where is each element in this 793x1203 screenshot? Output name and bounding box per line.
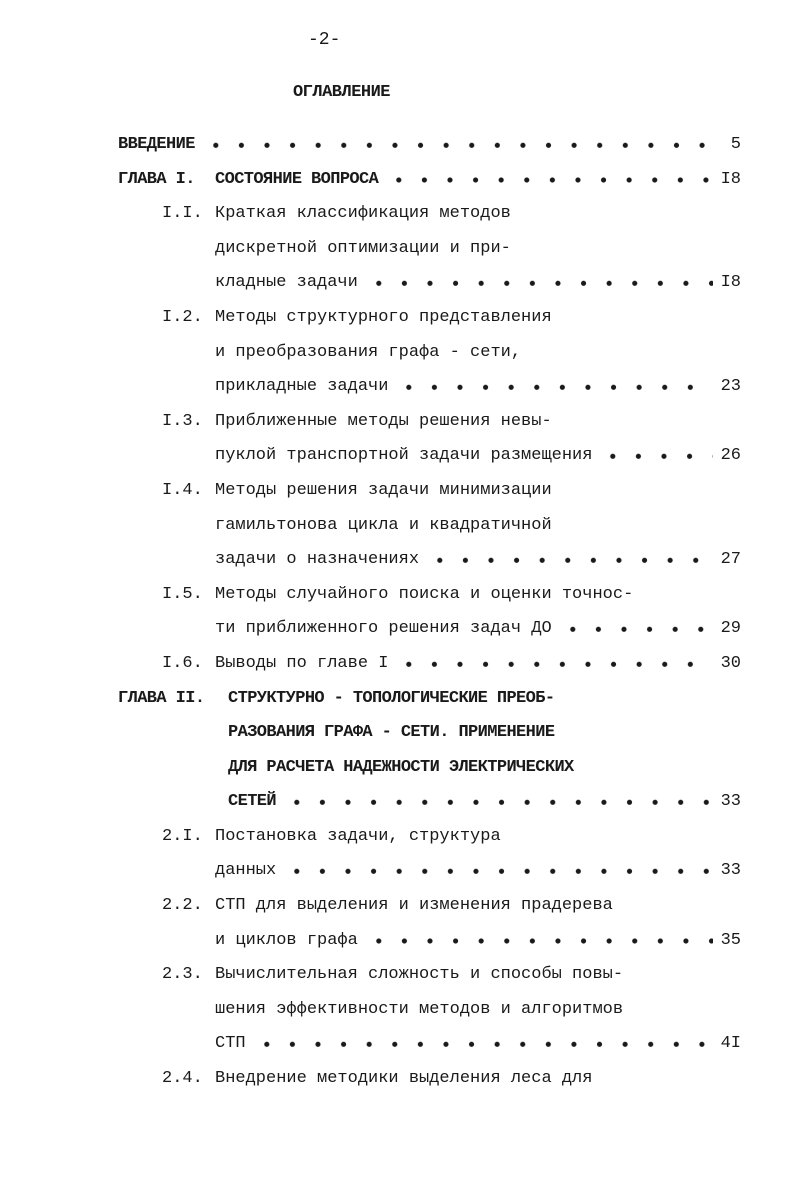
toc-entry-title: задачи о назначениях xyxy=(215,550,420,570)
toc-entry-line xyxy=(0,509,793,544)
toc-entry-number: 2.3. xyxy=(162,965,203,985)
toc-entry-line xyxy=(0,612,793,647)
toc-entry-line xyxy=(0,1062,793,1097)
toc-page-number: 35 xyxy=(720,930,741,950)
toc-entry-line xyxy=(0,197,793,232)
dot-leader xyxy=(396,647,713,682)
toc-entry-title: Постановка задачи, структура xyxy=(215,826,501,846)
toc-entry-title: Методы случайного поиска и оценки точнос- xyxy=(215,584,634,604)
toc-entry-line xyxy=(0,128,793,163)
toc-entry-title: и циклов графа xyxy=(215,930,358,950)
toc-entry-line xyxy=(0,543,793,578)
toc-entry-title: Методы структурного представления xyxy=(215,307,552,327)
toc-entry-line xyxy=(0,578,793,613)
toc-entry-title: Вычислительная сложность и способы повы- xyxy=(215,965,624,985)
toc-entry-line xyxy=(0,785,793,820)
toc-entry-title: Методы решения задачи минимизации xyxy=(215,480,552,500)
toc-page-number: 29 xyxy=(720,619,741,639)
toc-entry-title: СОСТОЯНИЕ ВОПРОСА xyxy=(215,169,379,189)
table-of-contents xyxy=(0,128,793,1097)
toc-entry-line xyxy=(0,336,793,371)
toc-entry-line xyxy=(0,854,793,889)
toc-entry-title: Выводы по главе I xyxy=(215,653,389,673)
dot-leader xyxy=(396,370,713,405)
toc-entry-line xyxy=(0,1027,793,1062)
toc-entry-line xyxy=(0,163,793,198)
toc-entry-title: ВВЕДЕНИЕ xyxy=(118,135,195,154)
toc-entry-line xyxy=(0,716,793,751)
toc-page-number: 4I xyxy=(720,1034,741,1054)
toc-entry-line xyxy=(0,301,793,336)
toc-entry-title: гамильтонова цикла и квадратичной xyxy=(215,515,552,535)
toc-entry-title: ти приближенного решения задач ДО xyxy=(215,619,552,639)
toc-entry-title: СЕТЕЙ xyxy=(228,792,277,812)
toc-entry-number: 2.I. xyxy=(162,826,203,846)
toc-entry-number: I.3. xyxy=(162,411,203,431)
toc-entry-number: 2.2. xyxy=(162,896,203,916)
toc-entry-line xyxy=(0,751,793,786)
toc-page-number: 30 xyxy=(720,653,741,673)
toc-entry-number: ГЛАВА I. xyxy=(118,169,195,189)
toc-entry-number: I.6. xyxy=(162,653,203,673)
toc-page-number: 27 xyxy=(720,550,741,570)
page-number: -2- xyxy=(308,30,341,50)
toc-entry-title: СТРУКТУРНО - ТОПОЛОГИЧЕСКИЕ ПРЕОБ- xyxy=(228,688,555,708)
toc-entry-number: I.2. xyxy=(162,307,203,327)
dot-leader xyxy=(427,543,713,578)
toc-page-number: I8 xyxy=(720,273,741,293)
toc-entry-line xyxy=(0,958,793,993)
toc-entry-number: I.4. xyxy=(162,480,203,500)
toc-entry-title: СТП для выделения и изменения прадерева xyxy=(215,896,613,916)
toc-entry-number: I.I. xyxy=(162,204,203,224)
dot-leader xyxy=(366,266,713,301)
toc-entry-title: СТП xyxy=(215,1034,246,1054)
toc-entry-line xyxy=(0,924,793,959)
toc-entry-title: РАЗОВАНИЯ ГРАФА - СЕТИ. ПРИМЕНЕНИЕ xyxy=(228,723,555,743)
dot-leader xyxy=(560,612,713,647)
toc-entry-line xyxy=(0,232,793,267)
toc-entry-line xyxy=(0,682,793,717)
toc-entry-line xyxy=(0,439,793,474)
toc-entry-line xyxy=(0,993,793,1028)
toc-entry-title: кладные задачи xyxy=(215,273,358,293)
toc-entry-title: шения эффективности методов и алгоритмов xyxy=(215,999,624,1019)
toc-entry-number: ГЛАВА II. xyxy=(118,688,205,708)
dot-leader xyxy=(284,854,713,889)
toc-entry-title: ДЛЯ РАСЧЕТА НАДЕЖНОСТИ ЭЛЕКТРИЧЕСКИХ xyxy=(228,757,574,777)
dot-leader xyxy=(254,1027,713,1062)
toc-entry-line xyxy=(0,889,793,924)
dot-leader xyxy=(386,163,713,198)
toc-entry-title: данных xyxy=(215,861,277,881)
toc-entry-number: I.5. xyxy=(162,584,203,604)
toc-entry-title: прикладные задачи xyxy=(215,377,389,397)
toc-page-number: 26 xyxy=(720,446,741,466)
toc-entry-line xyxy=(0,474,793,509)
toc-entry-number: 2.4. xyxy=(162,1069,203,1089)
toc-entry-line xyxy=(0,820,793,855)
toc-entry-line xyxy=(0,647,793,682)
toc-entry-title: и преобразования графа - сети, xyxy=(215,342,522,362)
toc-entry-title: дискретной оптимизации и при- xyxy=(215,238,511,258)
toc-entry-line xyxy=(0,405,793,440)
toc-entry-title: Внедрение методики выделения леса для xyxy=(215,1069,593,1089)
page-title: ОГЛАВЛЕНИЕ xyxy=(292,83,391,102)
dot-leader xyxy=(366,924,713,959)
toc-page-number: I8 xyxy=(720,169,741,189)
toc-page-number: 5 xyxy=(730,135,741,154)
toc-entry-title: пуклой транспортной задачи размещения xyxy=(215,446,593,466)
toc-entry-title: Краткая классификация методов xyxy=(215,204,511,224)
toc-entry-line xyxy=(0,370,793,405)
toc-entry-title: Приближенные методы решения невы- xyxy=(215,411,552,431)
dot-leader xyxy=(600,439,713,474)
toc-page-number: 23 xyxy=(720,377,741,397)
toc-entry-line xyxy=(0,266,793,301)
dot-leader xyxy=(203,128,713,163)
dot-leader xyxy=(284,785,713,820)
toc-page-number: 33 xyxy=(720,792,741,812)
toc-page-number: 33 xyxy=(720,861,741,881)
